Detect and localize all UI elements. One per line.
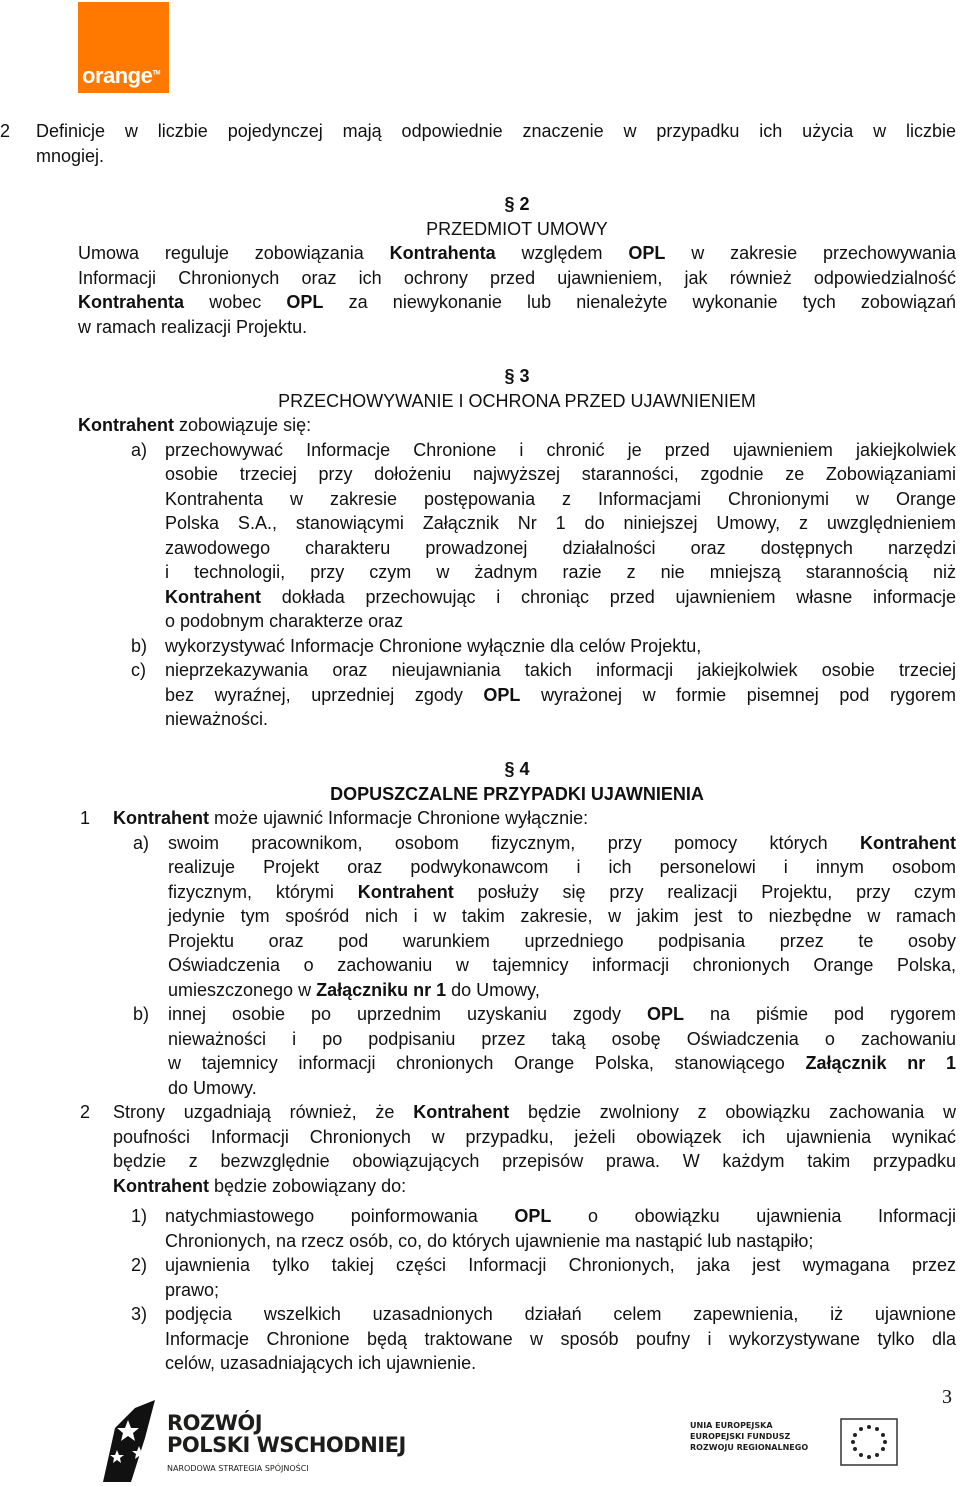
paragraph-line: Informacji Chronionych oraz ich ochrony przed ujawnieniem, jak również odpowiedzialność (78, 267, 956, 288)
list-item-line: Informacje Chronione będą traktowane w sposób poufny i wykorzystywane tylko dla (165, 1328, 956, 1349)
list-item-line: Polska S.A., stanowiącymi Załącznik Nr 1 do niniejszej Umowy, z uwzględnieniem (165, 513, 956, 533)
rpw-title: ROZWÓJ POLSKI WSCHODNIEJ (167, 1411, 406, 1457)
list-item-line: o podobnym charakterze oraz (165, 611, 404, 631)
list-label: b) (131, 635, 148, 656)
rozwoj-polski-wschodniej-logo (95, 1398, 425, 1482)
section-title: DOPUSZCZALNE PRZYPADKI UJAWNIENIA (330, 783, 704, 804)
list-item-line: Chronionych, na rzecz osób, co, do których ujawnienie ma nastąpić lub nastąpiło; (165, 1230, 814, 1251)
section-title: PRZECHOWYWANIE I OCHRONA PRZED UJAWNIENIEM (278, 390, 756, 411)
list-item-line: Projektu oraz pod warunkiem uprzedniego podpisania przez te osoby (168, 930, 956, 951)
paragraph-line: w ramach realizacji Projektu. (78, 316, 308, 337)
section-number: § 3 (504, 366, 530, 386)
list-item-line: swoim pracownikom, osobom fizycznym, przy pomocy których Kontrahent (168, 832, 956, 853)
list-item-line: ujawnienia tylko takiej części Informacji Chronionych, jaka jest wymagana przez (165, 1255, 956, 1275)
star-emblem-icon (95, 1398, 161, 1482)
list-item-line: Kontrahent dokłada przechowując i chroniąc przed ujawnieniem własne informacje (165, 586, 956, 607)
list-label: a) (133, 832, 150, 853)
list-label: b) (133, 1004, 150, 1024)
paragraph-line: Kontrahenta wobec OPL za niewykonanie lub nienależyte wykonanie tych zobowiązań (78, 292, 956, 312)
page-number: 3 (942, 1386, 952, 1408)
paragraph-number: 2 (80, 1102, 91, 1122)
paragraph-line: Kontrahent będzie zobowiązany do: (113, 1175, 407, 1196)
list-item-line: osobie trzeciej przy dołożeniu najwyższej staranności, zgodnie ze Zobowiązaniami (165, 464, 956, 484)
paragraph-line: poufności Informacji Chronionych w przypadku, jeżeli obowiązek ich ujawnienia wynikać (113, 1126, 956, 1147)
list-label: 2) (131, 1255, 148, 1275)
eu-text: UNIA EUROPEJSKA EUROPEJSKI FUNDUSZ ROZWOJU REGIONALNEGO (690, 1421, 809, 1452)
section-number: § 4 (504, 759, 530, 779)
list-item-line: umieszczonego w Załączniku nr 1 do Umowy, (168, 979, 540, 1000)
section-title: PRZEDMIOT UMOWY (426, 218, 608, 239)
list-label: 1) (131, 1206, 148, 1226)
list-item-line: bez wyraźnej, uprzedniej zgody OPL wyrażonej w formie pisemnej pod rygorem (165, 684, 956, 705)
paragraph-line: Strony uzgadniają również, że Kontrahent będzie zwolniony z obowiązku zachowania w (113, 1102, 956, 1122)
list-item-line: nieważności i po podpisaniu przez taką osobę Oświadczenia o zachowaniu (168, 1028, 956, 1049)
list-item-line: zawodowego charakteru prowadzonej działalności oraz dostępnych narzędzi (165, 537, 956, 558)
list-item-line: i technologii, przy czym w żadnym razie z nie mniejszą starannością niż (165, 562, 956, 582)
list-item-line: natychmiastowego poinformowania OPL o obowiązku ujawnienia Informacji (165, 1206, 957, 1226)
list-item-line: innej osobie po uprzednim uzyskaniu zgody OPL na piśmie pod rygorem (168, 1004, 957, 1024)
list-item-line: w tajemnicy informacji chronionych Orange Polska, stanowiącego Załącznik nr 1 (168, 1053, 956, 1073)
section-number: § 2 (504, 194, 530, 214)
paragraph-line: Kontrahent może ujawnić Informacje Chronione wyłącznie: (113, 808, 589, 828)
list-label: c) (131, 660, 146, 680)
list-item-line: prawo; (165, 1279, 220, 1300)
list-item-line: jedynie tym spośród nich i w takim zakresie, w jakim jest to niezbędne w ramach (168, 906, 956, 926)
list-item-line: wykorzystywać Informacje Chronione wyłącznie dla celów Projektu, (165, 635, 702, 656)
list-item-line: nieprzekazywania oraz nieujawniania takich informacji jakiejkolwiek osobie trzeciej (165, 660, 956, 680)
list-item-line: fizycznym, którymi Kontrahent posłuży się przy realizacji Projektu, przy czym (168, 881, 956, 902)
logo-text: orange™ (82, 63, 161, 88)
paragraph-line: Kontrahent zobowiązuje się: (78, 415, 312, 435)
list-item-line: nieważności. (165, 709, 269, 729)
list-item-line: do Umowy. (168, 1077, 257, 1098)
list-item-line: podjęcia wszelkich uzasadnionych działań celem zapewnienia, iż ujawnione (165, 1304, 956, 1324)
list-item-line: przechowywać Informacje Chronione i chronić je przed ujawnieniem jakiejkolwiek (165, 439, 956, 460)
intro-text: Definicje w liczbie pojedynczej mają odpowiednie znaczenie w przypadku ich użycia w liczbie (36, 121, 956, 141)
list-item-line: Oświadczenia o zachowaniu w tajemnicy informacji chronionych Orange Polska, (168, 955, 956, 975)
eu-logo (690, 1418, 920, 1468)
list-item-line: Kontrahenta w zakresie postępowania z Informacjami Chronionymi w Orange (165, 488, 956, 509)
intro-text-2: mnogiej. (36, 145, 105, 166)
orange-logo (78, 2, 169, 93)
list-item-line: celów, uzasadniających ich ujawnienie. (165, 1353, 477, 1373)
rpw-subtitle: NARODOWA STRATEGIA SPÓJNOŚCI (167, 1464, 309, 1473)
paragraph-line: Umowa reguluje zobowiązania Kontrahenta względem OPL w zakresie przechowywania (78, 243, 957, 263)
eu-flag-icon (840, 1418, 898, 1466)
paragraph-line: będzie z bezwzględnie obowiązujących przepisów prawa. W każdym takim przypadku (113, 1151, 956, 1171)
paragraph-number: 1 (80, 808, 91, 828)
list-label: a) (131, 439, 148, 460)
list-item-line: realizuje Projekt oraz podwykonawcom i ich personelowi i innym osobom (168, 857, 956, 877)
paragraph-number: 2 (0, 121, 11, 141)
list-label: 3) (131, 1304, 148, 1324)
